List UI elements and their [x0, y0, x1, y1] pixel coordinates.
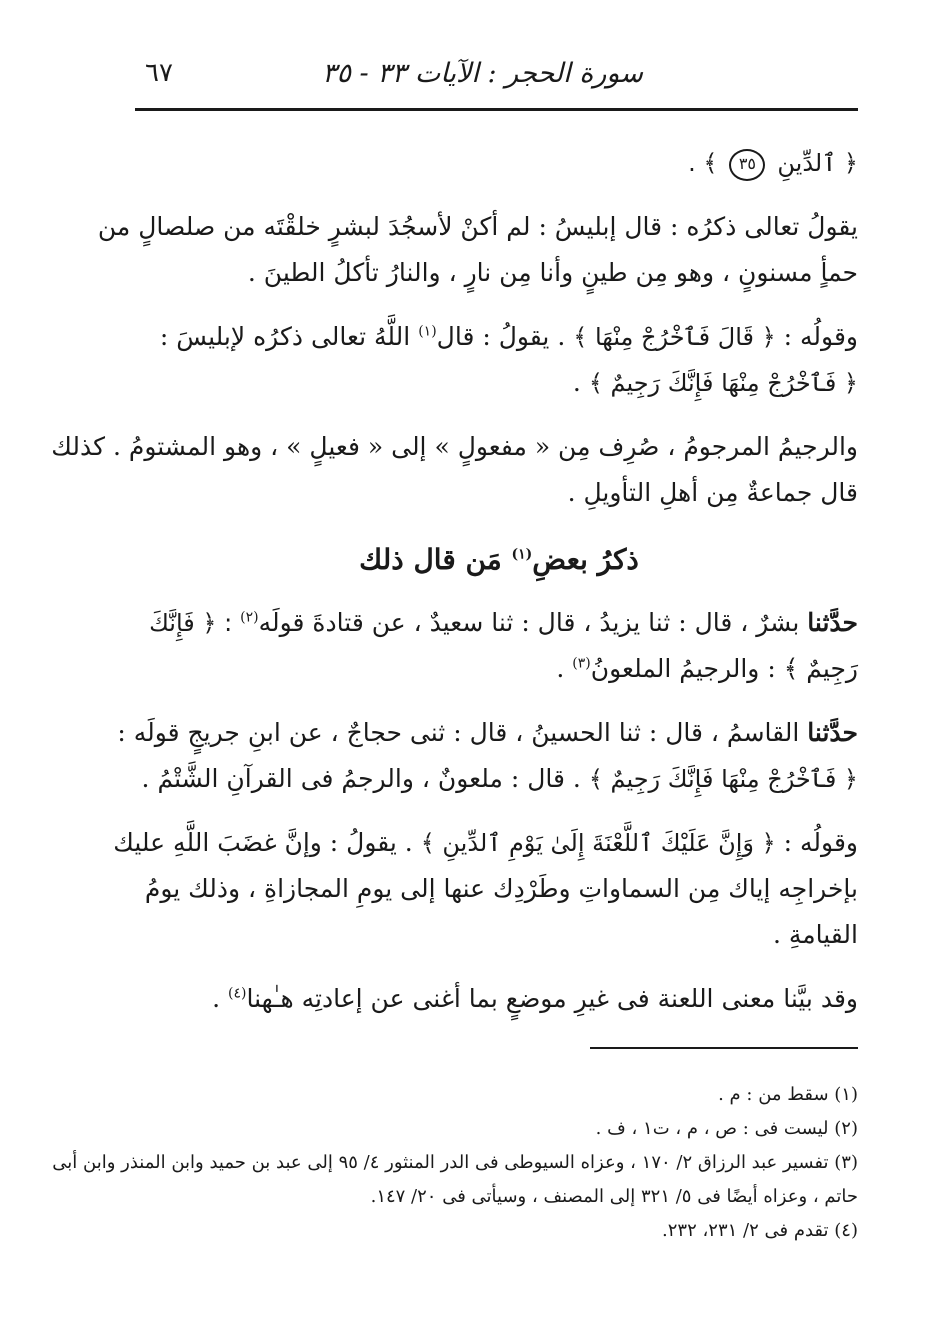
header-rule — [135, 108, 858, 111]
text-fragment: رَجِيمٌ ﴾ : والرجيمُ الملعونُ — [590, 654, 858, 683]
text-fragment: وقولُه : — [783, 322, 858, 351]
page-number: ٦٧ — [145, 58, 173, 88]
text-line: بإخراجِه إياك مِن السماواتِ وطَرْدِك عنها إلى يومِ المجازاةِ ، وذلك يومُ القيامةِ . — [144, 874, 858, 949]
text-fragment: بشرٌ ، قال : ثنا يزيدُ ، قال : ثنا سعيدٌ ، عن قتادةَ قولَه — [258, 608, 800, 637]
footnote-ref: (٣) — [572, 655, 591, 672]
verse-fragment: ﴿ ٱلدِّينِ — [777, 149, 858, 177]
section-heading — [140, 538, 858, 582]
verse-tail-line — [140, 140, 858, 186]
ayah-number-marker: ٣٥ — [729, 149, 765, 181]
quran-quote: ﴿ وَإِنَّ عَلَيْكَ ٱللَّعْنَةَ إِلَىٰ يَوْمِ ٱلدِّينِ ﴾ — [420, 829, 776, 857]
paragraph-2 — [140, 314, 858, 406]
hadith-2 — [117, 710, 858, 802]
paragraph-5 — [140, 976, 858, 1022]
footnote-rule — [590, 1047, 858, 1049]
footnote-ref: (٤) — [228, 985, 247, 1002]
text-fragment: القاسمُ ، قال : ثنا الحسينُ ، قال : ثنى حجاجٌ ، عن ابنِ جريجٍ قولَه : — [117, 718, 800, 747]
text-fragment: . قال : ملعونٌ ، والرجمُ فى القرآنِ الشَّتْمُ . — [141, 764, 581, 793]
text-line: قال جماعةٌ مِن أهلِ التأويلِ . — [567, 478, 858, 507]
text-line: يقولُ تعالى ذكرُه : قال إبليسُ : لم أكنْ لأسجُدَ لبشرٍ خلقْتَه من صلصالٍ من — [97, 212, 858, 241]
text-line — [140, 360, 858, 406]
quran-quote: ﴿ فَٱخْرُجْ مِنْهَا فَإِنَّكَ رَجِيمٌ ﴾ — [588, 765, 858, 793]
text-fragment: . — [212, 984, 221, 1013]
running-title: سورة الحجر : الآيات ٣٣ - ٣٥ — [321, 58, 643, 89]
footnote: (٤) تقدم فى ٢/ ٢٣١، ٢٣٢. — [662, 1220, 858, 1241]
quran-quote: ﴿ قَالَ فَٱخْرُجْ مِنْهَا ﴾ — [573, 323, 776, 351]
text-line — [113, 820, 858, 866]
hadith-1 — [140, 600, 858, 692]
narration-lead: حدَّثنا — [807, 608, 858, 637]
footnote: (١) سقط من : م . — [718, 1084, 858, 1105]
verse-close: ﴾ . — [688, 149, 718, 177]
text-fragment: وقد بيَّنا معنى اللعنة فى غيرِ موضعٍ بما أغنى عن إعادتِه هـٰهنا — [246, 984, 858, 1013]
text-fragment: . — [572, 368, 581, 397]
footnote: حاتم ، وعزاه أيضًا فى ٥/ ٣٢١ إلى المصنف ، وسيأتى فى ٢٠/ ١٤٧. — [370, 1186, 858, 1207]
text-line — [140, 314, 858, 360]
text-fragment: اللَّهُ تعالى ذكرُه لإبليسَ : — [159, 322, 411, 351]
text-fragment: . — [556, 654, 565, 683]
footnote-ref: (١) — [511, 546, 533, 563]
text-fragment: . يقولُ : قال — [436, 322, 566, 351]
footnote: (٢) ليست فى : ص ، م ، ت١ ، ف . — [595, 1118, 858, 1139]
quran-quote: ﴿ فَٱخْرُجْ مِنْهَا فَإِنَّكَ رَجِيمٌ ﴾ — [588, 369, 858, 397]
text-line — [140, 646, 858, 692]
text-fragment: وقولُه : — [783, 828, 858, 857]
paragraph-4 — [113, 820, 858, 958]
text-line — [117, 710, 858, 756]
heading-text: مَن قال ذلك — [359, 543, 502, 576]
page-header — [135, 52, 858, 102]
text-line: والرجيمُ المرجومُ ، صُرِف مِن « مفعولٍ » إلى « فعيلٍ » ، وهو المشتومُ . كذلك — [51, 432, 858, 461]
text-line — [140, 600, 858, 646]
footnotes — [52, 1078, 858, 1248]
text-fragment: . يقولُ : وإنَّ غضَبَ اللَّهِ عليك — [113, 828, 413, 857]
main-text — [51, 140, 858, 1022]
narration-lead: حدَّثنا — [807, 718, 858, 747]
text-line: حمأٍ مسنونٍ ، وهو مِن طينٍ وأنا مِن نارٍ ، والنارُ تأكلُ الطينَ . — [247, 258, 858, 287]
heading-text: ذكرُ بعضِ — [532, 543, 639, 576]
footnote: (٣) تفسير عبد الرزاق ٢/ ١٧٠ ، وعزاه السيوطى فى الدر المنثور ٤/ ٩٥ إلى عبد بن حميد وابن المنذر وابن أبى — [52, 1152, 858, 1173]
text-line — [140, 756, 858, 802]
paragraph-3 — [51, 424, 858, 516]
paragraph-1 — [97, 204, 858, 296]
quran-quote: : ﴿ فَإِنَّكَ — [149, 609, 233, 637]
footnote-ref: (٢) — [240, 609, 259, 626]
footnote-ref: (١) — [418, 323, 437, 340]
